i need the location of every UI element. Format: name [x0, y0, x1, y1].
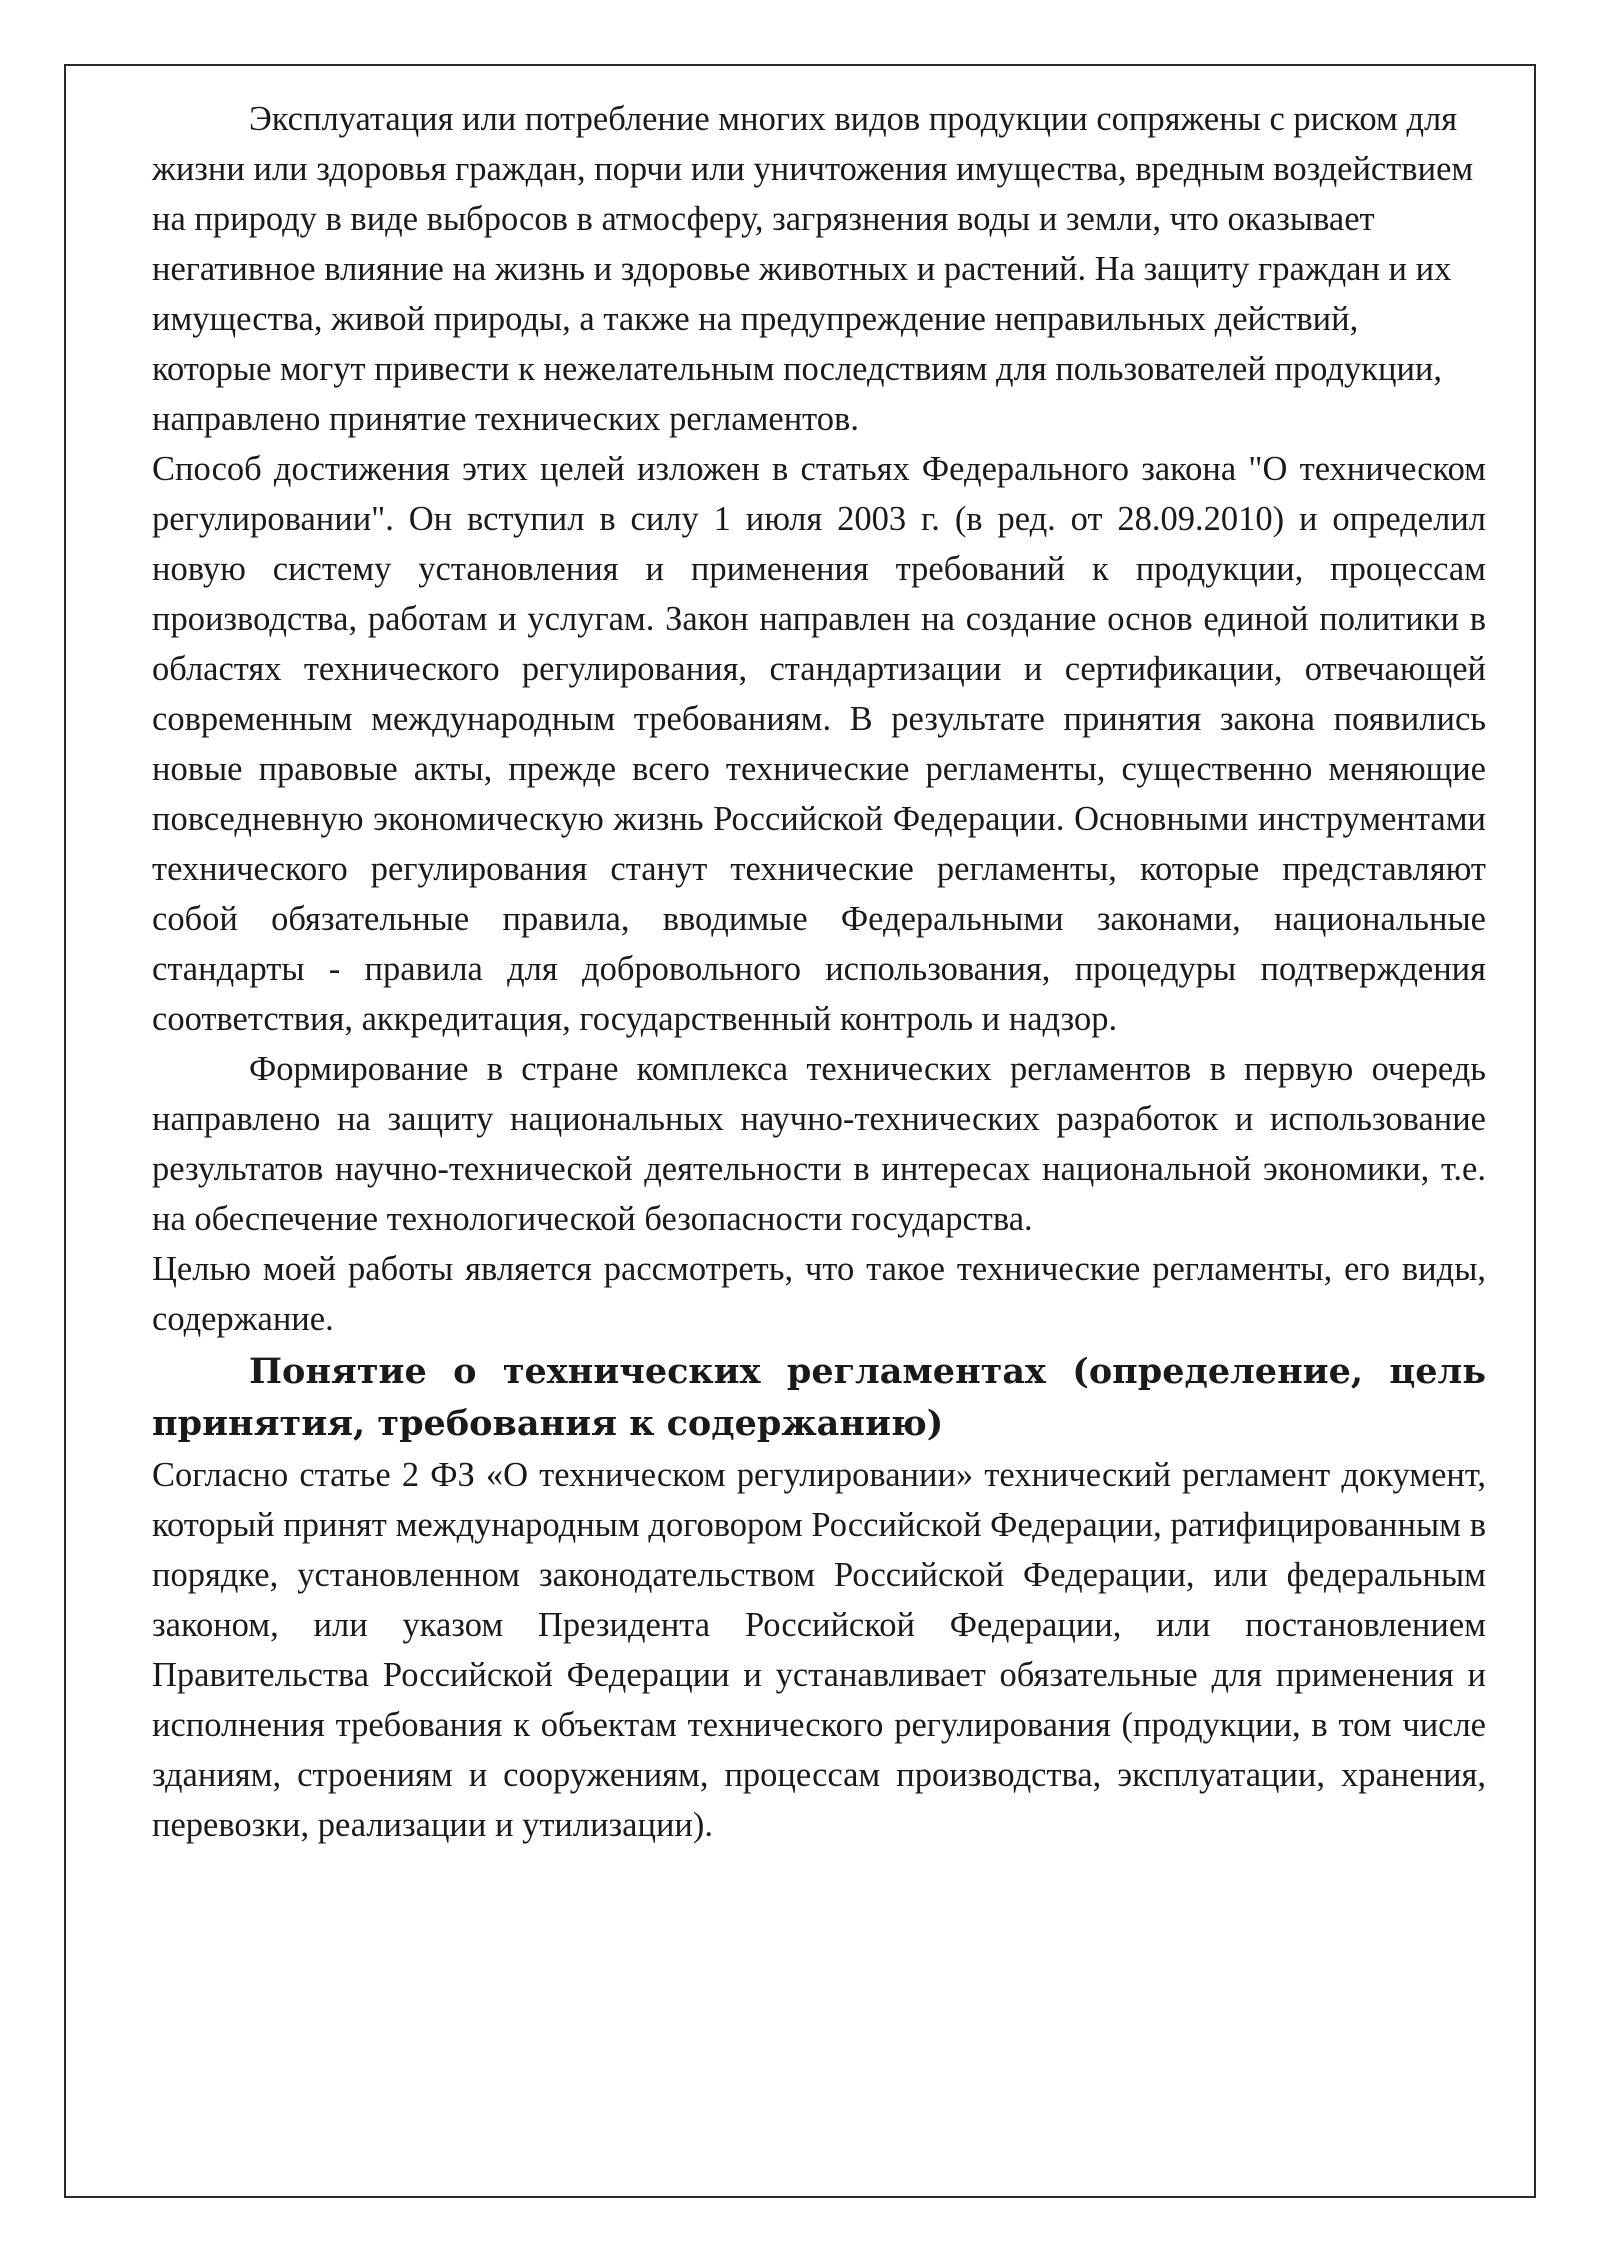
paragraph-goal: Целью моей работы является рассмотреть, что такое технические регламенты, его виды, содержание. — [152, 1250, 1486, 1338]
document-body — [152, 94, 1486, 1850]
section-heading: Понятие о технических регламентах (определение, цель принятия, требования к содержанию) — [152, 1351, 1486, 1444]
paragraph-intro-2: Способ достижения этих целей изложен в статьях Федерального закона "О техническом регулировании". Он вступил в силу 1 июля 2003 г. (в ред. от 28.09.2010) и определил новую систему установления и применения требований к продукции, процессам производства, работам и услугам. Закон направлен на создание основ единой политики в областях технического регулирования, стандартизации и сертификации, отвечающей современным международным требованиям. В результате принятия закона появились новые правовые акты, прежде всего технические регламенты, существенно меняющие повседневную экономическую жизнь Российской Федерации. Основными инструментами технического регулирования станут технические регламенты, которые представляют собой обязательные правила, вводимые Федеральными законами, национальные стандарты - правила для добровольного использования, процедуры подтверждения соответствия, аккредитация, государственный контроль и надзор. — [152, 450, 1486, 1038]
paragraph-definition: Согласно статье 2 ФЗ «О техническом регулировании» технический регламент документ, который принят международным договором Российской Федерации, ратифицированным в порядке, установленном законодательством Российской Федерации, или федеральным законом, или указом Президента Российской Федерации, или постановлением Правительства Российской Федерации и устанавливает обязательные для применения и исполнения требования к объектам технического регулирования (продукции, в том числе зданиям, строениям и сооружениям, процессам производства, эксплуатации, хранения, перевозки, реализации и утилизации). — [152, 1456, 1486, 1844]
paragraph-intro-3: Формирование в стране комплекса технических регламентов в первую очередь направлено на защиту национальных научно-технических разработок и использование результатов научно-технической деятельности в интересах национальной экономики, т.е. на обеспечение технологической безопасности государства. — [152, 1050, 1486, 1238]
paragraph-intro-1: Эксплуатация или потребление многих видов продукции сопряжены с риском для жизни или здоровья граждан, порчи или уничтожения имущества, вредным воздействием на природу в виде выбросов в атмосферу, загрязнения воды и земли, что оказывает негативное влияние на жизнь и здоровье животных и растений. На защиту граждан и их имущества, живой природы, а также на предупреждение неправильных действий, которые могут привести к нежелательным последствиям для пользователей продукции, направлено принятие технических регламентов. — [152, 100, 1474, 438]
